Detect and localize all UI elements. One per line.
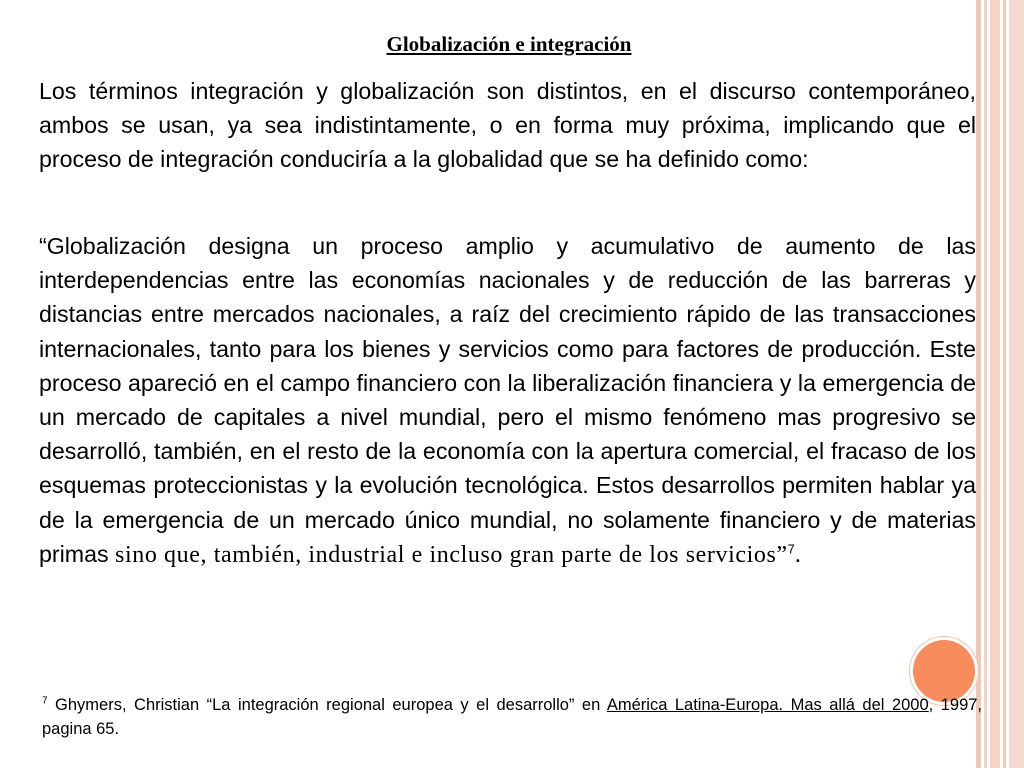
footnote-number: 7: [42, 695, 48, 707]
quote-end-period: .: [794, 541, 802, 568]
quote-main-text: “Globalización designa un proceso amplio y acumulativo de aumento de las interdependencias entre las economías nacionales y de reducción de las barreras y distancias entre mercados nacionales, a raíz del crecimiento rápido de las transacciones internacionales, tanto para los bienes y servicios como para factores de producción. Este proceso apareció en el campo financiero con la liberalización financiera y la emergencia de un mercado de capitales a nivel mundial, pero el mismo fenómeno mas progresivo se desarrolló, también, en el resto de la economía con la apertura comercial, el fracaso de los esquemas proteccionistas y la evolución tecnológica. Estos desarrollos permiten hablar ya de la emergencia de un mercado único mundial, no solamente financiero y de materias primas: [39, 233, 976, 567]
stripe: [984, 0, 987, 768]
decorative-side-stripes: [976, 0, 1024, 768]
footnote-source-title: América Latina-Europa. Mas allá del 2000: [606, 696, 929, 714]
quote-paragraph: [39, 229, 976, 572]
stripe: [990, 0, 1000, 768]
intro-paragraph: Los términos integración y globalización son distintos, en el discurso contemporáneo, ambos se usan, ya sea indistintamente, o en forma muy próxima, implicando que el proceso de integración conduciría a la globalidad que se ha definido como:: [39, 78, 976, 173]
footnote-text: Ghymers, Christian “La integración regional europea y el desarrollo” en: [47, 696, 607, 714]
stripe: [976, 0, 981, 768]
footnote: [42, 693, 982, 741]
stripe: [1009, 0, 1024, 768]
quote-serif-text: sino que, también, industrial e incluso gran parte de los servicios”: [115, 541, 788, 568]
footnote-reference: 7: [787, 541, 795, 557]
slide-title: Globalización e integración: [386, 32, 632, 56]
stripe: [1003, 0, 1006, 768]
slide-title-container: [0, 32, 1018, 57]
footnote-text-end: , 1997, pagina 65.: [42, 696, 983, 738]
